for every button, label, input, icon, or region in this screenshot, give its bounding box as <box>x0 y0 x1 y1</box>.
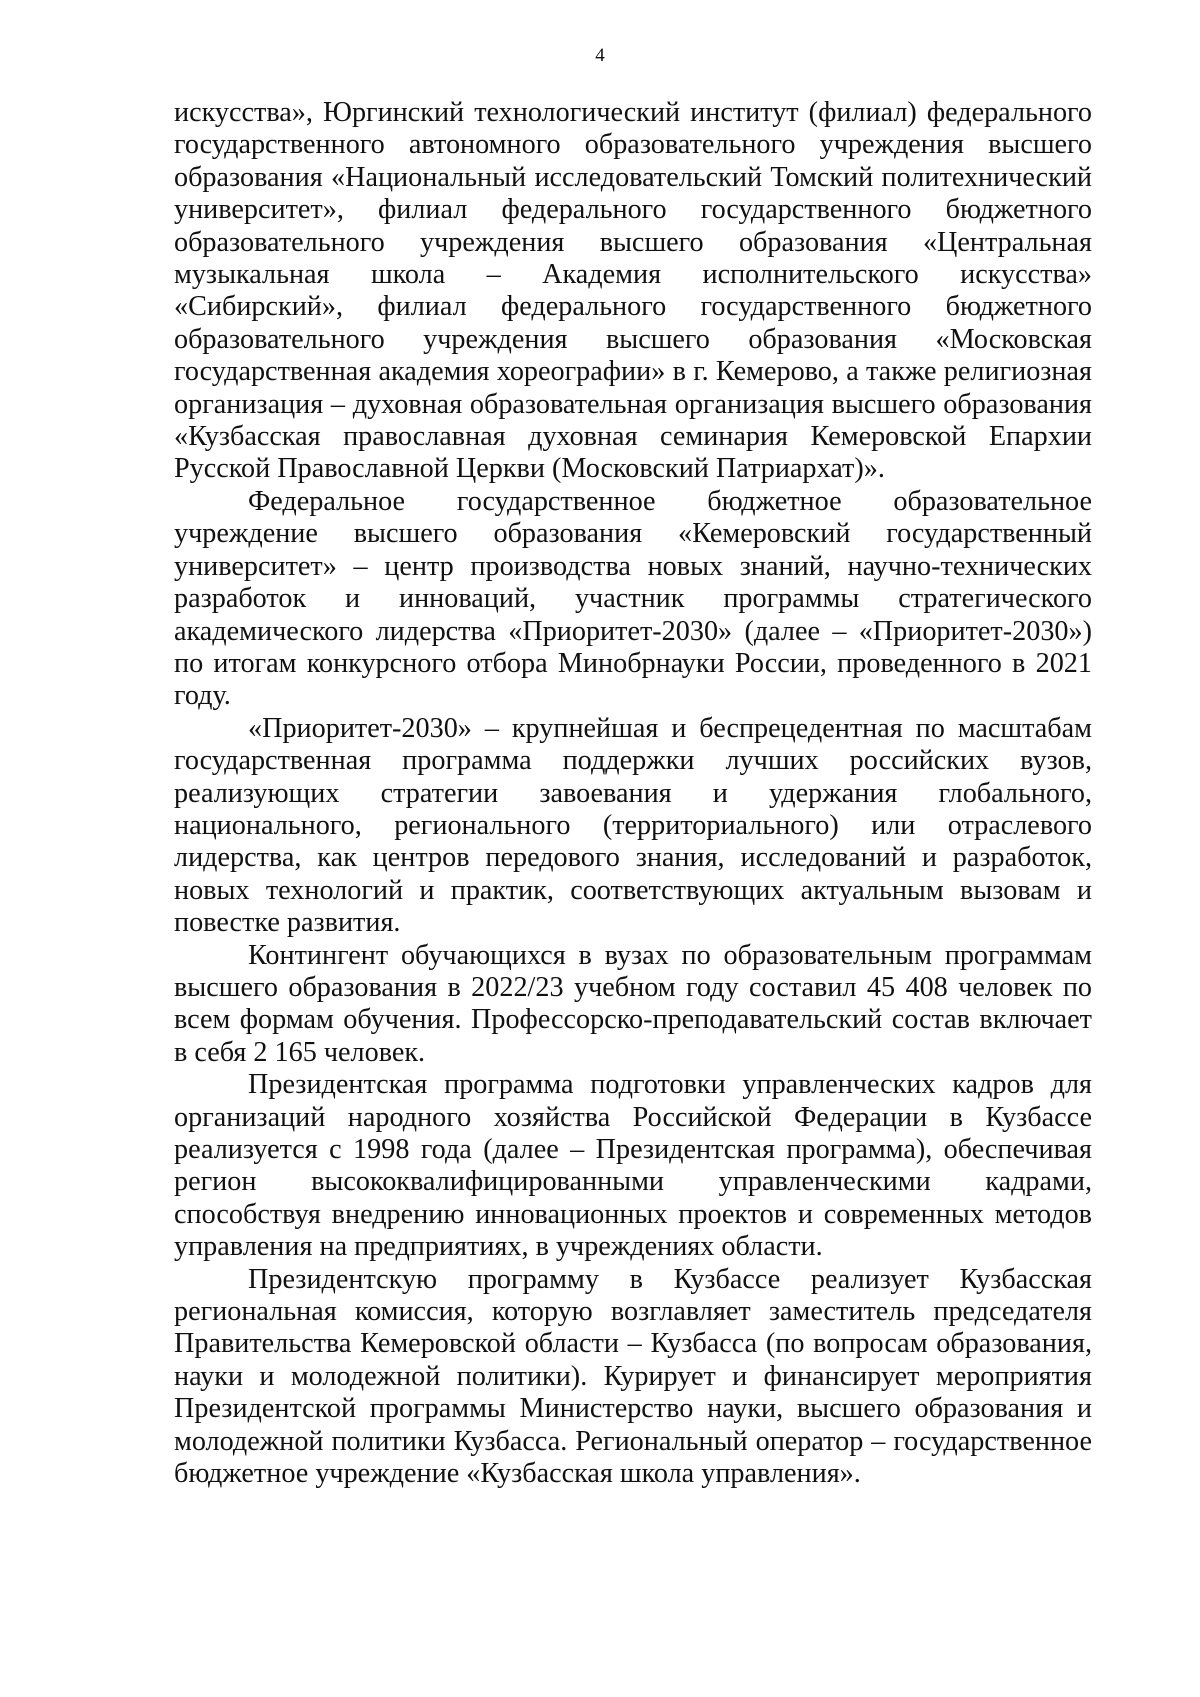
paragraph-kemgu: Федеральное государственное бюджетное образовательное учреждение высшего образования «Кемеровский государственный университет» – центр производства новых знаний, научно-технических разработок и инноваций, участник программы стратегического академического лидерства «Приоритет-2030» (далее – «Приоритет-2030») по итогам конкурсного отбора Минобрнауки России, проведенного в 2021 году. <box>174 485 1092 712</box>
page-number: 4 <box>595 45 605 66</box>
document-body <box>174 97 1092 1490</box>
paragraph-regional-commission: Президентскую программу в Кузбассе реализует Кузбасская региональная комиссия, которую возглавляет заместитель председателя Правительства Кемеровской области – Кузбасса (по вопросам образования, науки и молодежной политики). Курирует и финансирует мероприятия Президентской программы Министерство науки, высшего образования и молодежной политики Кузбасса. Региональный оператор – государственное бюджетное учреждение «Кузбасская школа управления». <box>174 1263 1092 1490</box>
paragraph-priority-2030: «Приоритет-2030» – крупнейшая и беспрецедентная по масштабам государственная программа поддержки лучших российских вузов, реализующих стратегии завоевания и удержания глобального, национального, регионального (территориального) или отраслевого лидерства, как центров передового знания, исследований и разработок, новых технологий и практик, соответствующих актуальным вызовам и повестке развития. <box>174 712 1092 939</box>
paragraph-student-count: Контингент обучающихся в вузах по образовательным программам высшего образования в 2022/23 учебном году составил 45 408 человек по всем формам обучения. Профессорско-преподавательский состав включает в себя 2 165 человек. <box>174 939 1092 1068</box>
paragraph-presidential-program: Президентская программа подготовки управленческих кадров для организаций народного хозяйства Российской Федерации в Кузбассе реализуется с 1998 года (далее – Президентская программа), обеспечивая регион высококвалифицированными управленческими кадрами, способствуя внедрению инновационных проектов и современных методов управления на предприятиях, в учреждениях области. <box>174 1069 1092 1263</box>
paragraph-continuation: искусства», Юргинский технологический институт (филиал) федерального государственного автономного образовательного учреждения высшего образования «Национальный исследовательский Томский политехнический университет», филиал федерального государственного бюджетного образовательного учреждения высшего образования «Центральная музыкальная школа – Академия исполнительского искусства» «Сибирский», филиал федерального государственного бюджетного образовательного учреждения высшего образования «Московская государственная академия хореографии» в г. Кемерово, а также религиозная организация – духовная образовательная организация высшего образования «Кузбасская православная духовная семинария Кемеровской Епархии Русской Православной Церкви (Московский Патриархат)». <box>174 97 1092 485</box>
